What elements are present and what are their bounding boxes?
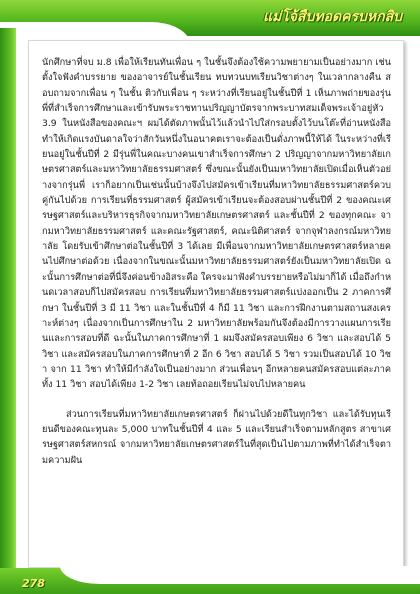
text-card [28,40,404,568]
page-number: 278 [22,577,45,590]
paragraph-2: ส่วนการเรียนที่มหาวิทยาลัยเกษตรศาสตร์ ก็ผ่านไปด้วยดีในทุกวิชา และได้รับทุนเรียนดีของคณะทุนละ 5,000 บาทในชั้นปีที่ 4 และ 5 และเรียนสำเร็จตามหลักสูตร สาขาเศรษฐศาสตร์สหกรณ์ จากมหาวิทยาลัยเกษตรศาสตร์ในที่สุดเป็นไปตามภาพที่ทำได้สำเร็จตามความฝัน [42,408,391,466]
book-title: แม่โจ้สืบทอดครบหกสิบ [262,9,402,25]
paragraph-1: นักศึกษาที่จบ ม.8 เพื่อให้เรียนทันเพื่อน ๆ ในชั้นจึงต้องใช้ความพยายามเป็นอย่างมาก เช่น ตั้งใจฟังคำบรรยาย ของอาจารย์ในชั้นเรียน ทบทวนบทเรียนวิชาต่างๆ ในเวลากลางคืน สอบถามจากเพื่อน ๆ ในชั้น ติวกับเพื่อน ๆ ระหว่างที่เรียนอยู่ในชั้นปีที่ 1 เห็นภาพถ่ายของรุ่นพี่ที่สำเร็จการศึกษาและเข้ารับพระราชทานปริญญาบัตรจากพระบาทสมเด็จพระเจ้าอยู่หัว 3.9 ในหนังสือของคณะฯ ผมได้ตัดภาพนั้นไว้แล้วนำไปใส่กรอบตั้งไว้บนโต๊ะที่อ่านหนังสือทำให้เกิดแรงบันดาลใจว่าสักวันหนึ่งในอนาคตเราจะต้องเป็นดั่งภาพนี้ให้ได้ ในระหว่างที่เรียนอยู่ในชั้นปีที่ 2 มีรุ่นพี่ในคณะบางคนเขาสำเร็จการศึกษา 2 ปริญญาจากมหาวิทยาลัยเกษตรศาสตร์และมหาวิทยาลัยธรรมศาสตร์ ซึ่งขณะนั้นยังเป็นมหาวิทยาลัยเปิดเมื่อเห็นตัวอย่างจากรุ่นพี่ เราก็อยากเป็นเช่นนั้นบ้างจึงไปสมัครเข้าเรียนที่มหาวิทยาลัยธรรมศาสตร์ควบคู่กันไปด้วย การเรียนที่ธรรมศาสตร์ ผู้สมัครเข้าเรียนจะต้องสอบผ่านชั้นปีที่ 2 ของคณะเศรษฐศาสตร์และบริหารธุรกิจจากมหาวิทยาลัยเกษตรศาสตร์ และชั้นปีที่ 2 ของทุกคณะ จากมหาวิทยาลัยธรรมศาสตร์ และคณะรัฐศาสตร์, คณะนิติศาสตร์ จากจุฬาลงกรณ์มหาวิทยาลัย โดยรับเข้าศึกษาต่อในชั้นปีที่ 3 ได้เลย มีเพื่อนจากมหาวิทยาลัยเกษตรศาสตร์หลายคนไปศึกษาต่อด้วย เนื่องจากในขณะนั้นมหาวิทยาลัยธรรมศาสตร์ยังเป็นมหาวิทยาลัยเปิด ฉะนั้นการศึกษาต่อที่นี่จึงค่อนข้างอิสระคือ ใครจะมาฟังคำบรรยายหรือไม่มาก็ได้ เมื่อถึงกำหนดเวลาสอบก็ไปสมัครสอบ การเรียนที่มหาวิทยาลัยธรรมศาสตร์แบ่งออกเป็น 2 ภาคการศึกษา ในชั้นปีที่ 3 มี 11 วิชา และในชั้นปีที่ 4 ก็มี 11 วิชา และการฝึกงานตามสถานสงเคราะห์ต่างๆ เนื่องจากเป็นการศึกษาใน 2 มหาวิทยาลัยพร้อมกันจึงต้องมีการวางแผนการเรียนและการสอบที่ดี ฉะนั้นในภาคการศึกษาที่ 1 ผมจึงสมัครสอบเพียง 6 วิชา และสอบได้ 5 วิชา และสมัครสอบในภาคการศึกษาที่ 2 อีก 6 วิชา สอบได้ 5 วิชา รวมเป็นสอบได้ 10 วิชา จาก 11 วิชา ทำให้มีกำลังใจเป็นอย่างมาก ส่วนเพื่อนๆ อีกหลายคนสมัครสอบแต่ละภาคทั้ง 11 วิชา สอบได้เพียง 1-2 วิชา เลยท้อถอยเรียนไม่จบไปหลายคน [42,57,391,391]
bottom-curve [60,566,420,584]
left-decorative-strip [0,28,16,594]
